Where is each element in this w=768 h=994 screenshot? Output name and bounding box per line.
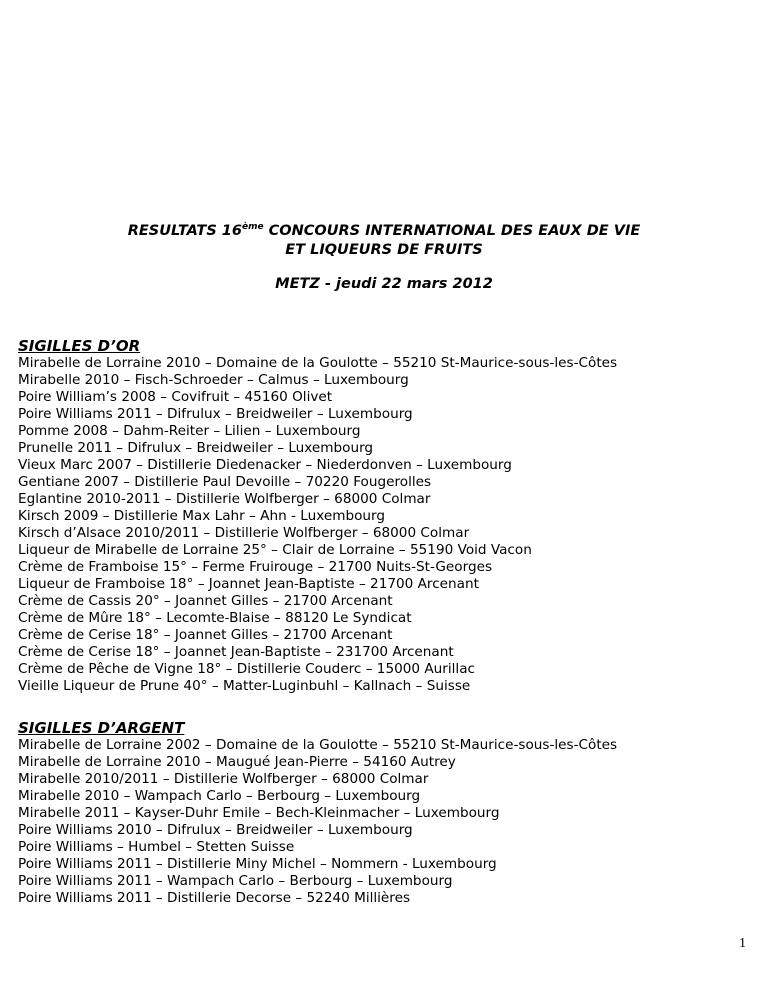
title-suffix: CONCOURS INTERNATIONAL DES EAUX DE VIE: [263, 223, 641, 239]
list-item: Gentiane 2007 – Distillerie Paul Devoille – 70220 Fougerolles: [18, 474, 432, 490]
list-item: Kirsch 2009 – Distillerie Max Lahr – Ahn - Luxembourg: [18, 508, 385, 524]
document-title: [0, 221, 768, 241]
location-date: METZ - jeudi 22 mars 2012: [275, 276, 493, 292]
list-item: Crème de Pêche de Vigne 18° – Distillerie Couderc – 15000 Aurillac: [18, 661, 476, 677]
list-item: Poire Williams 2010 – Difrulux – Breidweiler – Luxembourg: [18, 822, 413, 838]
list-item: Poire Williams 2011 – Distillerie Decorse – 52240 Millières: [18, 890, 411, 906]
list-item: Poire Williams 2011 – Difrulux – Breidweiler – Luxembourg: [18, 406, 413, 422]
list-item: Poire William’s 2008 – Covifruit – 45160 Olivet: [18, 389, 333, 405]
section-heading-sigilles-or: SIGILLES D’OR: [18, 337, 141, 355]
results-list-argent: [18, 737, 617, 907]
list-item: Mirabelle 2010 – Wampach Carlo – Berbourg – Luxembourg: [18, 788, 421, 804]
list-item: Crème de Mûre 18° – Lecomte-Blaise – 88120 Le Syndicat: [18, 610, 412, 626]
list-item: Eglantine 2010-2011 – Distillerie Wolfberger – 68000 Colmar: [18, 491, 431, 507]
results-list-or: [18, 355, 617, 695]
list-item: Vieille Liqueur de Prune 40° – Matter-Luginbuhl – Kallnach – Suisse: [18, 678, 471, 694]
list-item: Liqueur de Mirabelle de Lorraine 25° – Clair de Lorraine – 55190 Void Vacon: [18, 542, 532, 558]
list-item: Crème de Cerise 18° – Joannet Gilles – 21700 Arcenant: [18, 627, 393, 643]
page-number: 1: [739, 936, 746, 951]
list-item: Mirabelle 2010 – Fisch-Schroeder – Calmus – Luxembourg: [18, 372, 409, 388]
list-item: Crème de Cassis 20° – Joannet Gilles – 21700 Arcenant: [18, 593, 393, 609]
document-title-line-2: ET LIQUEURS DE FRUITS: [285, 242, 483, 258]
list-item: Vieux Marc 2007 – Distillerie Diedenacker – Niederdonven – Luxembourg: [18, 457, 512, 473]
title-superscript: ème: [242, 222, 264, 232]
title-prefix: RESULTATS 16: [127, 223, 242, 239]
list-item: Mirabelle de Lorraine 2002 – Domaine de la Goulotte – 55210 St-Maurice-sous-les-Côtes: [18, 737, 618, 753]
list-item: Prunelle 2011 – Difrulux – Breidweiler – Luxembourg: [18, 440, 374, 456]
list-item: Poire Williams 2011 – Distillerie Miny Michel – Nommern - Luxembourg: [18, 856, 497, 872]
list-item: Liqueur de Framboise 18° – Joannet Jean-Baptiste – 21700 Arcenant: [18, 576, 479, 592]
section-heading-sigilles-argent: SIGILLES D’ARGENT: [18, 719, 185, 737]
list-item: Poire Williams – Humbel – Stetten Suisse: [18, 839, 295, 855]
list-item: Crème de Framboise 15° – Ferme Fruirouge – 21700 Nuits-St-Georges: [18, 559, 493, 575]
list-item: Poire Williams 2011 – Wampach Carlo – Berbourg – Luxembourg: [18, 873, 453, 889]
list-item: Kirsch d’Alsace 2010/2011 – Distillerie Wolfberger – 68000 Colmar: [18, 525, 470, 541]
list-item: Mirabelle 2010/2011 – Distillerie Wolfberger – 68000 Colmar: [18, 771, 429, 787]
list-item: Pomme 2008 – Dahm-Reiter – Lilien – Luxembourg: [18, 423, 361, 439]
list-item: Mirabelle 2011 – Kayser-Duhr Emile – Bech-Kleinmacher – Luxembourg: [18, 805, 500, 821]
list-item: Crème de Cerise 18° – Joannet Jean-Baptiste – 231700 Arcenant: [18, 644, 454, 660]
list-item: Mirabelle de Lorraine 2010 – Domaine de la Goulotte – 55210 St-Maurice-sous-les-Côtes: [18, 355, 618, 371]
list-item: Mirabelle de Lorraine 2010 – Maugué Jean-Pierre – 54160 Autrey: [18, 754, 456, 770]
